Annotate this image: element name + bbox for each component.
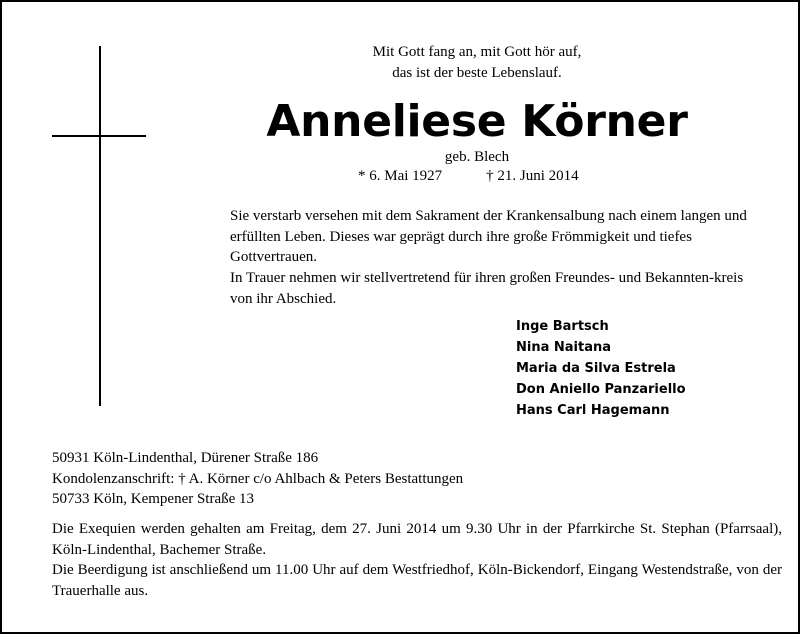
mourner-name: Maria da Silva Estrela [516, 361, 676, 376]
life-dates [358, 167, 579, 186]
condolence-city: 50733 Köln, Kempener Straße 13 [52, 491, 255, 507]
death-date: † 21. Juni 2014 [486, 168, 579, 184]
family-address: 50931 Köln-Lindenthal, Dürener Straße 186 [52, 450, 319, 466]
mourner-name: Don Aniello Panzariello [516, 382, 686, 397]
cross-icon-horizontal-bar [52, 135, 146, 137]
address-block [52, 448, 463, 510]
deceased-name: Anneliese Körner [266, 96, 688, 147]
mourner-name: Hans Carl Hagemann [516, 403, 670, 418]
birth-date: * 6. Mai 1927 [358, 168, 443, 184]
cross-icon-vertical-bar [99, 46, 101, 406]
obituary-paragraph-2: In Trauer nehmen wir stellvertretend für ihren großen Freundes- und Bekannten-kreis von ihr Abschied. [230, 270, 744, 307]
motto-line-2: das ist der beste Lebenslauf. [392, 65, 562, 81]
condolence-address: Kondolenzanschrift: † A. Körner c/o Ahlbach & Peters Bestattungen [52, 470, 464, 487]
motto-line-1: Mit Gott fang an, mit Gott hör auf, [372, 44, 582, 60]
obituary-paragraph-1: Sie verstarb versehen mit dem Sakrament der Krankensalbung nach einem langen und erfüllten Leben. Dieses war geprägt durch ihre große Frömmigkeit und tiefes Gottvertrauen. [230, 208, 747, 265]
burial-info: Die Beerdigung ist anschließend um 11.00 Uhr auf dem Westfriedhof, Köln-Bickendorf, Eingang Westendstraße, von der Trauerhalle aus. [52, 562, 782, 599]
mourners-list [516, 316, 686, 421]
motto [272, 42, 682, 84]
maiden-name: geb. Blech [444, 149, 510, 165]
mourner-name: Inge Bartsch [516, 319, 609, 334]
mourner-name: Nina Naitana [516, 340, 612, 355]
exequien-info: Die Exequien werden gehalten am Freitag, dem 27. Juni 2014 um 9.30 Uhr in der Pfarrkirche St. Stephan (Pfarrsaal), Köln-Lindenthal, Bachemer Straße. [52, 521, 782, 558]
